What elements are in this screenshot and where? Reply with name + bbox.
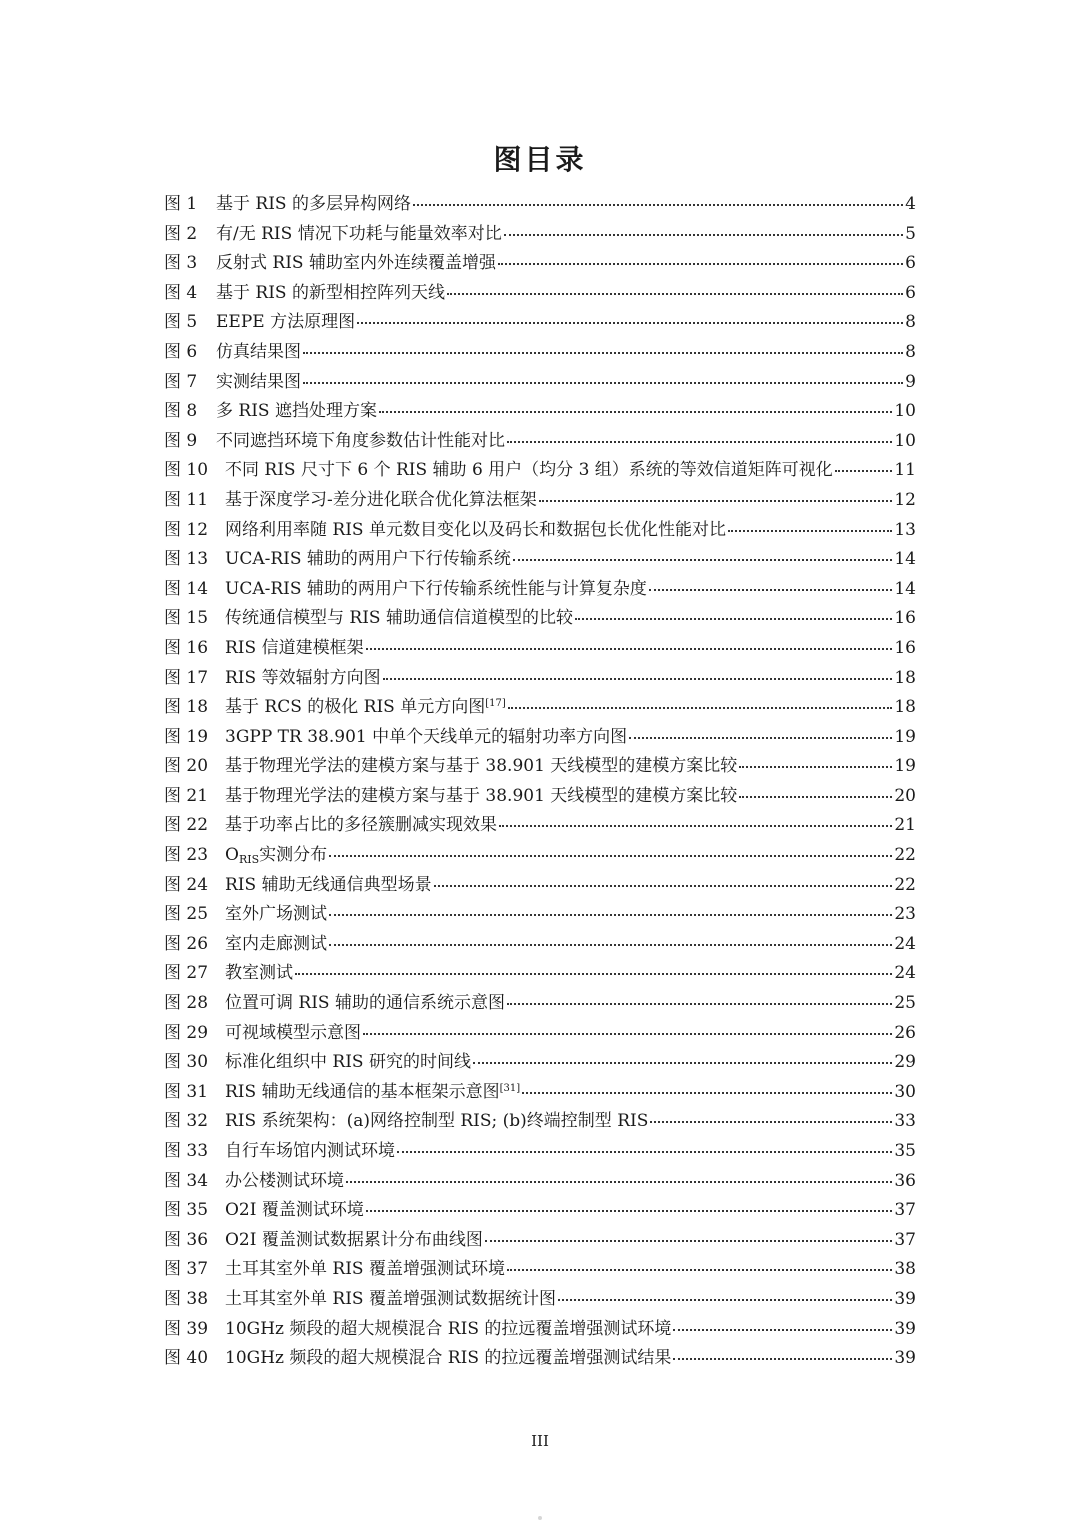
dot-leader: [303, 352, 903, 354]
figure-number: 图 23: [164, 845, 209, 866]
figure-caption: [225, 930, 327, 960]
figure-caption: [216, 397, 377, 427]
toc-entry[interactable]: [164, 1285, 916, 1315]
toc-entry[interactable]: [164, 516, 916, 546]
caption-text: O2I 覆盖测试环境: [225, 1200, 364, 1221]
caption-text: 教室测试: [225, 963, 293, 984]
caption-text: O: [225, 845, 239, 866]
figure-number: 图 31: [164, 1081, 209, 1102]
figure-number: 图 26: [164, 933, 209, 954]
page-ref: 10: [894, 430, 916, 451]
figure-caption: [225, 900, 327, 930]
caption-text: 位置可调 RIS 辅助的通信系统示意图: [225, 993, 505, 1014]
caption-text: 基于功率占比的多径簇删减实现效果: [225, 815, 497, 836]
caption-text: 网络利用率随 RIS 单元数目变化以及码长和数据包长优化性能对比: [225, 519, 726, 540]
figure-number: 图 39: [164, 1318, 209, 1339]
caption-text: 可视域模型示意图: [225, 1022, 361, 1043]
figure-number: 图 15: [164, 608, 209, 629]
figure-number: 图 4: [164, 282, 198, 303]
caption-text: 10GHz 频段的超大规模混合 RIS 的拉远覆盖增强测试环境: [225, 1318, 672, 1339]
dot-leader: [649, 589, 892, 591]
toc-entry[interactable]: [164, 782, 916, 812]
page-ref: 19: [894, 756, 916, 777]
toc-entry[interactable]: [164, 930, 916, 960]
figure-caption: [225, 486, 537, 516]
figure-caption: [225, 1078, 520, 1108]
figure-number: 图 12: [164, 519, 209, 540]
dot-leader: [508, 707, 893, 709]
caption-text: 3GPP TR 38.901 中单个天线单元的辐射功率方向图: [225, 726, 628, 747]
scroll-indicator: [538, 1516, 542, 1520]
dot-leader: [728, 530, 892, 532]
caption-text: 室外广场测试: [225, 904, 327, 925]
dot-leader: [739, 766, 892, 768]
figure-caption: [225, 693, 506, 723]
page-ref: 30: [894, 1081, 916, 1102]
caption-text: RIS 信道建模框架: [225, 637, 364, 658]
dot-leader: [447, 293, 903, 295]
figure-number: 图 40: [164, 1348, 209, 1369]
page-ref: 11: [894, 460, 916, 481]
toc-entry[interactable]: [164, 338, 916, 368]
figure-number: 图 28: [164, 993, 209, 1014]
toc-entry[interactable]: [164, 427, 916, 457]
toc-entry[interactable]: [164, 1019, 916, 1049]
dot-leader: [513, 559, 892, 561]
page-ref: 26: [894, 1022, 916, 1043]
figure-number: 图 13: [164, 549, 209, 570]
figure-number: 图 27: [164, 963, 209, 984]
page-ref: 14: [894, 549, 916, 570]
page-ref: 12: [894, 489, 916, 510]
dot-leader: [498, 263, 903, 265]
page-ref: 16: [894, 608, 916, 629]
page-ref: 18: [894, 697, 916, 718]
figure-caption: [225, 456, 833, 486]
caption-text: 传统通信模型与 RIS 辅助通信信道模型的比较: [225, 608, 573, 629]
toc-entry[interactable]: [164, 1196, 916, 1226]
citation-superscript: [31]: [499, 1082, 521, 1094]
toc-entry[interactable]: [164, 1255, 916, 1285]
figure-number: 图 10: [164, 460, 209, 481]
figure-number: 图 22: [164, 815, 209, 836]
caption-text: 标准化组织中 RIS 研究的时间线: [225, 1052, 471, 1073]
caption-text-continued: 实测分布: [259, 845, 328, 866]
toc-entry[interactable]: [164, 871, 916, 901]
figure-caption: [216, 427, 505, 457]
figure-number: 图 33: [164, 1141, 209, 1161]
caption-text: 基于物理光学法的建模方案与基于 38.901 天线模型的建模方案比较: [225, 756, 738, 777]
page-ref: 36: [894, 1170, 916, 1191]
figure-caption: [225, 1167, 344, 1197]
figure-number: 图 32: [164, 1111, 209, 1132]
toc-entry[interactable]: [164, 604, 916, 634]
toc-entry[interactable]: [164, 397, 916, 427]
dot-leader: [363, 1033, 892, 1035]
figure-number: 图 18: [164, 697, 209, 718]
toc-entry[interactable]: [164, 279, 916, 309]
figure-caption: [225, 959, 293, 989]
toc-entry[interactable]: [164, 1078, 916, 1108]
figure-number: 图 29: [164, 1022, 209, 1043]
figure-caption: [225, 811, 497, 841]
toc-entry[interactable]: [164, 664, 916, 694]
toc-entry[interactable]: [164, 811, 916, 841]
dot-leader: [673, 1329, 892, 1331]
caption-text: 室内走廊测试: [225, 933, 327, 954]
dot-leader: [295, 973, 892, 975]
toc-entry[interactable]: [164, 486, 916, 516]
figure-caption: [216, 279, 445, 309]
figure-number: 图 36: [164, 1229, 209, 1250]
figure-caption: [225, 575, 647, 605]
figure-caption: [216, 249, 496, 279]
figure-number: 图 34: [164, 1170, 209, 1191]
toc-entry[interactable]: [164, 190, 916, 220]
toc-entry[interactable]: [164, 723, 916, 753]
figure-number: 图 25: [164, 904, 209, 925]
dot-leader: [329, 914, 892, 916]
dot-leader: [558, 1299, 892, 1301]
figure-caption: [225, 1137, 395, 1167]
page-ref: 6: [905, 282, 916, 303]
page-ref: 25: [894, 993, 916, 1014]
figure-caption: [225, 782, 737, 812]
page-ref: 22: [894, 874, 916, 895]
dot-leader: [499, 825, 892, 827]
toc-entry[interactable]: [164, 368, 916, 398]
figure-caption: [225, 1019, 361, 1049]
page-ref: 10: [894, 401, 916, 422]
toc-entry[interactable]: [164, 1137, 916, 1167]
figure-number: 图 20: [164, 756, 209, 777]
dot-leader: [366, 1210, 892, 1212]
caption-text: 办公楼测试环境: [225, 1170, 344, 1191]
caption-text: RIS 辅助无线通信典型场景: [225, 874, 432, 895]
caption-text: 不同 RIS 尺寸下 6 个 RIS 辅助 6 用户（均分 3 组）系统的等效信道矩阵可视化: [225, 460, 833, 481]
figure-number: 图 8: [164, 401, 198, 422]
figure-caption: [225, 1315, 671, 1345]
figure-number: 图 11: [164, 489, 209, 510]
caption-text: 不同遮挡环境下角度参数估计性能对比: [216, 430, 505, 451]
dot-leader: [329, 855, 892, 857]
toc-entry[interactable]: [164, 456, 916, 486]
figure-number: 图 14: [164, 578, 209, 599]
figure-number: 图 37: [164, 1259, 209, 1280]
toc-entry[interactable]: [164, 220, 916, 250]
page-ref: 37: [894, 1200, 916, 1221]
toc-entry[interactable]: [164, 900, 916, 930]
page-ref: 9: [905, 371, 916, 392]
page-ref: 18: [894, 667, 916, 688]
dot-leader: [366, 648, 893, 650]
caption-text: RIS 辅助无线通信的基本框架示意图: [225, 1081, 500, 1102]
dot-leader: [346, 1181, 892, 1183]
dot-leader: [522, 1092, 892, 1094]
dot-leader: [504, 234, 903, 236]
toc-entry[interactable]: [164, 249, 916, 279]
dot-leader: [539, 500, 893, 502]
figure-number: 图 35: [164, 1200, 209, 1221]
page-ref: 38: [894, 1259, 916, 1280]
toc-entry[interactable]: [164, 634, 916, 664]
caption-text: 基于物理光学法的建模方案与基于 38.901 天线模型的建模方案比较: [225, 785, 738, 806]
page-ref: 20: [894, 785, 916, 806]
page-ref: 8: [905, 312, 916, 333]
figure-number: 图 6: [164, 341, 198, 362]
figure-number: 图 38: [164, 1288, 209, 1309]
figure-caption: [225, 723, 627, 753]
caption-text: 基于 RIS 的多层异构网络: [216, 194, 411, 214]
figure-caption: [216, 368, 301, 398]
page-ref: 21: [894, 815, 916, 836]
figure-caption: [225, 664, 381, 694]
toc-entry[interactable]: [164, 1167, 916, 1197]
page-ref: 35: [894, 1141, 916, 1161]
toc-entry[interactable]: [164, 308, 916, 338]
figure-number: 图 2: [164, 223, 198, 244]
page-ref: 4: [905, 194, 916, 214]
toc-entry[interactable]: [164, 1226, 916, 1256]
caption-text: 有/无 RIS 情况下功耗与能量效率对比: [216, 223, 502, 244]
dot-leader: [485, 1240, 892, 1242]
figure-caption: [216, 190, 411, 220]
page-ref: 39: [894, 1318, 916, 1339]
caption-text: 反射式 RIS 辅助室内外连续覆盖增强: [216, 253, 496, 274]
toc-entry[interactable]: [164, 989, 916, 1019]
figure-number: 图 30: [164, 1052, 209, 1073]
figure-number: 图 1: [164, 194, 198, 214]
page-ref: 6: [905, 253, 916, 274]
caption-text: RIS 系统架构：(a)网络控制型 RIS; (b)终端控制型 RIS: [225, 1111, 649, 1132]
figure-caption: [216, 308, 355, 338]
toc-entry[interactable]: [164, 841, 916, 871]
figure-caption: [225, 634, 364, 664]
figure-number: 图 3: [164, 253, 198, 274]
page-ref: 29: [894, 1052, 916, 1073]
dot-leader: [379, 411, 892, 413]
toc-entry[interactable]: [164, 1107, 916, 1137]
dot-leader: [473, 1062, 892, 1064]
page-ref: 23: [894, 904, 916, 925]
citation-superscript: [17]: [485, 698, 506, 710]
figure-caption: [225, 841, 327, 871]
figure-caption: [225, 516, 726, 546]
figure-number: 图 7: [164, 371, 198, 392]
toc-entry[interactable]: [164, 545, 916, 575]
caption-text: UCA-RIS 辅助的两用户下行传输系统性能与计算复杂度: [225, 578, 647, 599]
figure-caption: [225, 989, 505, 1019]
figure-number: 图 5: [164, 312, 198, 333]
dot-leader: [434, 885, 893, 887]
figure-caption: [225, 604, 573, 634]
figure-caption: [225, 752, 737, 782]
dot-leader: [629, 737, 892, 739]
page-ref: 22: [894, 845, 916, 866]
caption-text: 自行车场馆内测试环境: [225, 1141, 395, 1161]
figure-number: 图 9: [164, 430, 198, 451]
page-ref: 14: [894, 578, 916, 599]
caption-text: O2I 覆盖测试数据累计分布曲线图: [225, 1229, 483, 1250]
caption-text: 土耳其室外单 RIS 覆盖增强测试数据统计图: [225, 1288, 556, 1309]
page-ref: 5: [905, 223, 916, 244]
figure-caption: [225, 1285, 556, 1315]
caption-text: 土耳其室外单 RIS 覆盖增强测试环境: [225, 1259, 505, 1280]
dot-leader: [383, 678, 893, 680]
page-ref: 16: [894, 637, 916, 658]
caption-text: 基于 RIS 的新型相控阵列天线: [216, 282, 445, 303]
page-ref: 39: [894, 1288, 916, 1309]
dot-leader: [507, 1269, 892, 1271]
caption-text: 基于深度学习-差分进化联合优化算法框架: [225, 489, 537, 510]
page-ref: 39: [894, 1348, 916, 1369]
dot-leader: [507, 1003, 892, 1005]
caption-text: 10GHz 频段的超大规模混合 RIS 的拉远覆盖增强测试结果: [225, 1348, 672, 1369]
caption-text: UCA-RIS 辅助的两用户下行传输系统: [225, 549, 511, 570]
dot-leader: [739, 796, 892, 798]
page-number: III: [531, 1432, 549, 1450]
figure-caption: [225, 545, 511, 575]
dot-leader: [673, 1358, 892, 1360]
figure-caption: [225, 1344, 671, 1374]
page-ref: 19: [894, 726, 916, 747]
dot-leader: [329, 944, 892, 946]
toc-entry[interactable]: [164, 575, 916, 605]
dot-leader: [835, 470, 893, 472]
figure-caption: [225, 1196, 364, 1226]
figure-caption: [225, 1048, 471, 1078]
figure-caption: [216, 338, 301, 368]
toc-entry[interactable]: [164, 752, 916, 782]
figure-number: 图 21: [164, 785, 209, 806]
dot-leader: [397, 1151, 892, 1153]
figure-caption: [225, 1255, 505, 1285]
toc-entry[interactable]: [164, 1315, 916, 1345]
caption-text: 实测结果图: [216, 371, 301, 392]
toc-entry[interactable]: [164, 1344, 916, 1374]
page-ref: 24: [894, 933, 916, 954]
page-ref: 13: [894, 519, 916, 540]
toc-entry[interactable]: [164, 693, 916, 723]
page-ref: 37: [894, 1229, 916, 1250]
dot-leader: [575, 618, 892, 620]
page-ref: 33: [894, 1111, 916, 1132]
dot-leader: [650, 1121, 892, 1123]
dot-leader: [303, 382, 903, 384]
page-ref: 24: [894, 963, 916, 984]
dot-leader: [507, 441, 892, 443]
page-ref: 8: [905, 341, 916, 362]
figure-caption: [216, 220, 502, 250]
toc-entry[interactable]: [164, 959, 916, 989]
toc-entry[interactable]: [164, 1048, 916, 1078]
caption-text: 仿真结果图: [216, 341, 301, 362]
caption-text: RIS 等效辐射方向图: [225, 667, 381, 688]
figure-list: [164, 190, 916, 1374]
figure-number: 图 19: [164, 726, 209, 747]
caption-text: 基于 RCS 的极化 RIS 单元方向图: [225, 697, 486, 718]
dot-leader: [357, 322, 903, 324]
figure-number: 图 17: [164, 667, 209, 688]
figure-number: 图 24: [164, 874, 209, 895]
figure-caption: [225, 1226, 483, 1256]
caption-text: 多 RIS 遮挡处理方案: [216, 401, 377, 422]
figure-caption: [225, 1107, 648, 1137]
dot-leader: [413, 204, 903, 206]
caption-text: EEPE 方法原理图: [216, 312, 356, 333]
page-title: 图目录: [493, 143, 587, 176]
caption-subscript: RIS: [238, 853, 260, 867]
figure-caption: [225, 871, 432, 901]
figure-number: 图 16: [164, 637, 209, 658]
